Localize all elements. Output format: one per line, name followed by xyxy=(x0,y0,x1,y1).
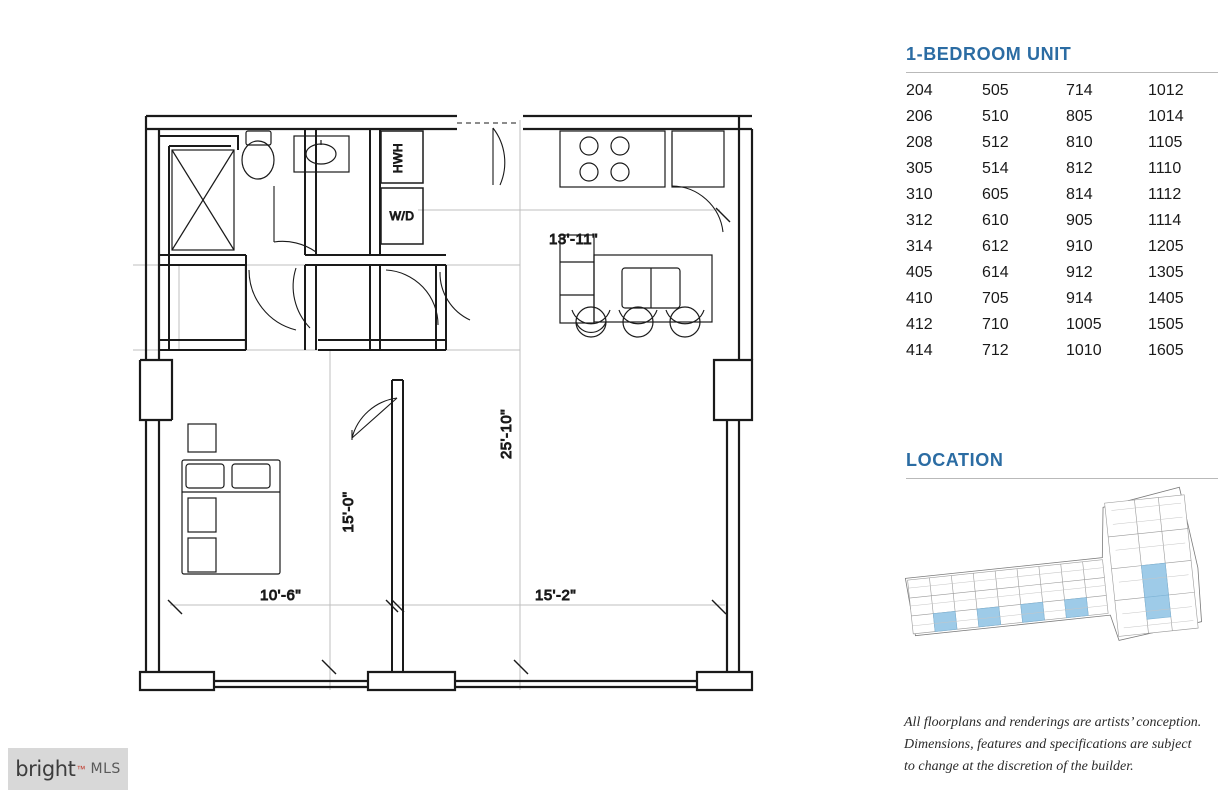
unit-number: 710 xyxy=(982,316,1009,333)
unit-number: 914 xyxy=(1066,290,1093,307)
unit-number: 1505 xyxy=(1148,316,1184,333)
unit-number: 1105 xyxy=(1148,134,1183,151)
unit-number-grid xyxy=(906,78,1218,364)
dimension-kitchen-width: 13'-11" xyxy=(549,231,598,248)
unit-number: 204 xyxy=(906,82,933,99)
unit-number: 305 xyxy=(906,160,933,177)
unit-number: 405 xyxy=(906,264,933,281)
dimension-living-width: 15'-2" xyxy=(535,587,577,604)
unit-number: 912 xyxy=(1066,264,1093,281)
unit-number: 208 xyxy=(906,134,933,151)
unit-number: 712 xyxy=(982,342,1009,359)
watermark-brand: bright xyxy=(15,757,76,781)
unit-number: 805 xyxy=(1066,108,1093,125)
unit-number: 310 xyxy=(906,186,933,203)
unit-number: 410 xyxy=(906,290,933,307)
unit-number: 905 xyxy=(1066,212,1093,229)
unit-number: 1305 xyxy=(1148,264,1184,281)
room-label-washer-dryer: W/D xyxy=(389,209,415,223)
disclaimer-line-3: to change at the discretion of the builder. xyxy=(904,759,1134,774)
unit-number: 314 xyxy=(906,238,933,255)
unit-number: 705 xyxy=(982,290,1009,307)
unit-number: 510 xyxy=(982,108,1009,125)
unit-number: 1014 xyxy=(1148,108,1184,125)
disclaimer-line-2: Dimensions, features and specifications are subject xyxy=(904,737,1192,752)
disclaimer-line-1: All floorplans and renderings are artists’ conception. xyxy=(904,715,1202,730)
unit-number: 414 xyxy=(906,342,933,359)
unit-number: 910 xyxy=(1066,238,1093,255)
watermark-suffix: MLS xyxy=(90,761,121,777)
unit-number: 814 xyxy=(1066,186,1093,203)
location-section-title: LOCATION xyxy=(906,450,1004,470)
unit-number: 1005 xyxy=(1066,316,1102,333)
disclaimer-text xyxy=(904,712,1220,778)
unit-number: 810 xyxy=(1066,134,1093,151)
unit-number: 505 xyxy=(982,82,1009,99)
unit-section-title: 1-BEDROOM UNIT xyxy=(906,44,1072,64)
room-label-hwh: HWH xyxy=(391,142,405,174)
unit-number: 1012 xyxy=(1148,82,1184,99)
unit-number: 312 xyxy=(906,212,933,229)
unit-number: 1010 xyxy=(1066,342,1102,359)
unit-number: 1605 xyxy=(1148,342,1184,359)
unit-number: 1112 xyxy=(1148,186,1182,203)
location-section-divider xyxy=(906,478,1218,479)
unit-number: 605 xyxy=(982,186,1009,203)
unit-number: 514 xyxy=(982,160,1009,177)
unit-number: 512 xyxy=(982,134,1009,151)
unit-section-divider xyxy=(906,72,1218,73)
unit-number: 812 xyxy=(1066,160,1093,177)
location-keyplan xyxy=(896,486,1228,666)
unit-number: 206 xyxy=(906,108,933,125)
unit-number: 412 xyxy=(906,316,933,333)
unit-number: 714 xyxy=(1066,82,1093,99)
unit-number: 614 xyxy=(982,264,1009,281)
unit-number: 1114 xyxy=(1148,212,1182,229)
unit-number: 1205 xyxy=(1148,238,1184,255)
bright-mls-watermark xyxy=(8,748,128,790)
dimension-bedroom-width: 10'-6" xyxy=(260,587,302,604)
unit-number: 1405 xyxy=(1148,290,1184,307)
info-panel xyxy=(896,0,1228,794)
unit-number: 610 xyxy=(982,212,1009,229)
dimension-bedroom-depth: 15'-0" xyxy=(340,491,357,533)
dimension-overall-depth: 25'-10" xyxy=(498,408,515,460)
watermark-trademark: ™ xyxy=(76,764,86,774)
unit-number: 1110 xyxy=(1148,160,1182,177)
unit-number: 612 xyxy=(982,238,1009,255)
